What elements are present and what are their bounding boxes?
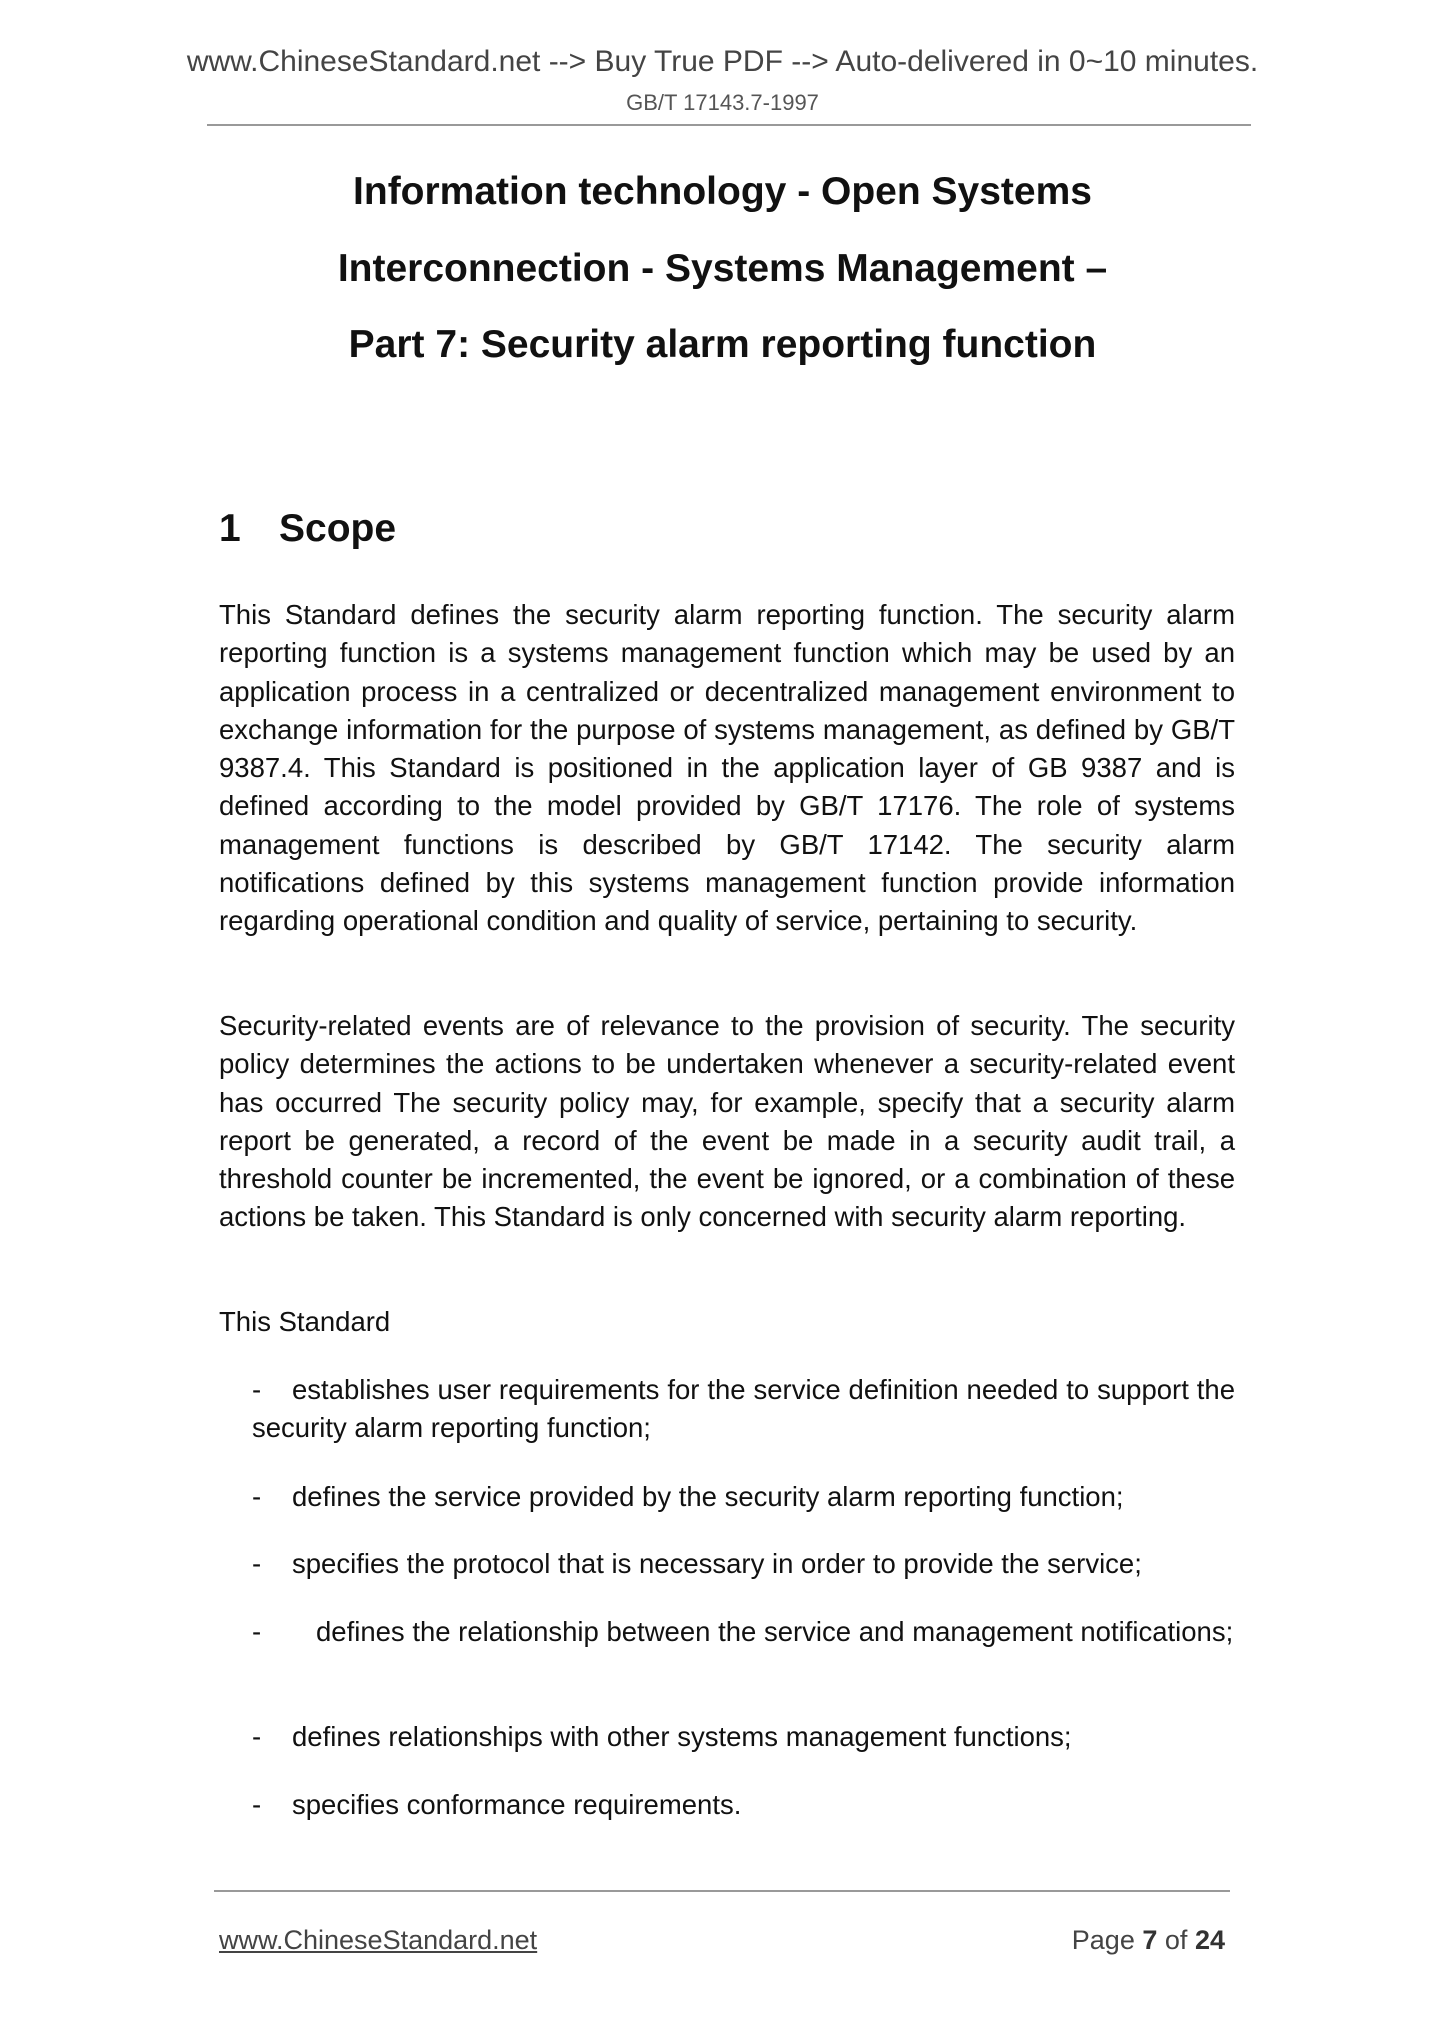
footer-divider [214,1890,1230,1892]
section-number: 1 [219,507,241,550]
list-item-text: specifies conformance requirements. [292,1789,742,1820]
list-dash: - [252,1721,262,1752]
list-item [252,1786,1235,1824]
page-number [1072,1925,1225,1956]
list-item [252,1478,1235,1516]
page-current: 7 [1142,1925,1158,1955]
list-dash: - [252,1481,262,1512]
section-title: Scope [279,507,397,550]
list-dash: - [252,1548,262,1579]
title-line-1: Information technology - Open Systems [353,170,1092,213]
list-dash: - [252,1616,262,1647]
list-item-text: defines the relationship between the service and management notifications; [316,1616,1234,1647]
list-item [252,1718,1235,1756]
page-total: 24 [1194,1925,1225,1955]
paragraph-3: This Standard [219,1306,391,1337]
header-divider [207,124,1251,126]
page-label: Page [1071,1925,1135,1955]
list-dash: - [252,1789,262,1820]
page-of-label: of [1164,1925,1188,1955]
paragraph-2: Security-related events are of relevance to the provision of security. The security policy determines the actions to be undertaken whenever a security-related event has occurred The security policy may, for example, specify that a security alarm report be generated, a record of the event be made in a security audit trail, a threshold counter be incremented, the event be ignored, or a combination of these actions be taken. This Standard is only concerned with security alarm reporting. [219,1010,1235,1233]
list-item-text: establishes user requirements for the service definition needed to support the security alarm reporting function; [252,1374,1235,1444]
list-item-text: specifies the protocol that is necessary in order to provide the service; [292,1548,1142,1579]
paragraph-1: This Standard defines the security alarm reporting function. The security alarm reporting function is a systems management function which may be used by an application process in a centralized or decentralized management environment to exchange information for the purpose of systems management, as defined by GB/T 9387.4. This Standard is positioned in the application layer of GB 9387 and is defined according to the model provided by GB/T 17176. The role of systems management functions is described by GB/T 17142. The security alarm notifications defined by this systems management function provide information regarding operational condition and quality of service, pertaining to security. [219,599,1235,937]
list-item-text: defines relationships with other systems management functions; [292,1721,1072,1752]
list-item [252,1613,1235,1651]
footer-website-link[interactable]: www.ChineseStandard.net [219,1925,538,1955]
title-line-2: Interconnection - Systems Management – [337,247,1108,290]
list-item [252,1371,1235,1448]
list-item-text: defines the service provided by the security alarm reporting function; [292,1481,1124,1512]
list-item [252,1545,1235,1583]
header-banner: www.ChineseStandard.net --> Buy True PDF --> Auto-delivered in 0~10 minutes. [186,45,1259,78]
title-line-3: Part 7: Security alarm reporting function [348,323,1097,366]
list-dash: - [252,1374,262,1405]
header-standard-number: GB/T 17143.7-1997 [626,90,819,115]
section-heading [219,507,396,551]
